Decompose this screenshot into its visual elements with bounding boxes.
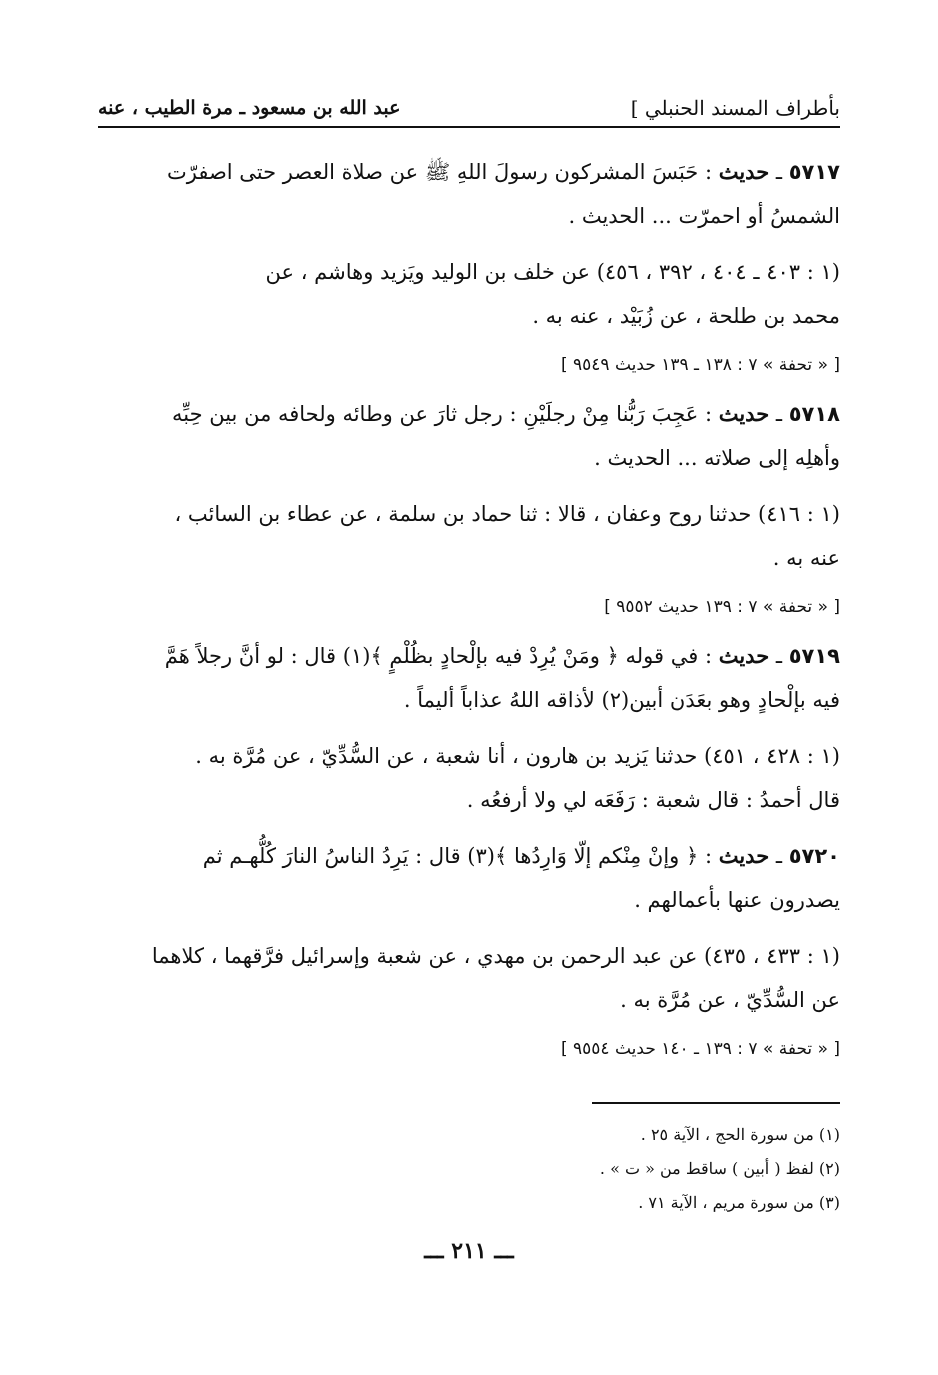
tuhfa-reference: [ « تحفة » ٧ : ١٣٩ ـ ١٤٠ حديث ٩٥٥٤ ] bbox=[560, 1039, 840, 1059]
hadith-text: عَجِبَ رَبُّنا مِنْ رجلَيْنِ : رجل ثارَ عن وطائه ولحافه من بين حِبِّه bbox=[171, 402, 699, 426]
hadith-number: ٥٧١٩ bbox=[788, 644, 840, 668]
hadith-text-line: وأهلِه إلى صلاته ... الحديث . bbox=[594, 446, 840, 470]
page-number: ـــ ٢١١ ـــ bbox=[424, 1238, 514, 1264]
footnote: (٢) لفظ ( أبين ) ساقط من « ت » . bbox=[599, 1159, 840, 1178]
tuhfa-reference: [ « تحفة » ٧ : ١٣٩ حديث ٩٥٥٢ ] bbox=[604, 597, 840, 617]
hadith-number: ٥٧٢٠ bbox=[788, 844, 840, 868]
hadith-text-line: فيه بإلْحادٍ وهو بعَدَن أبين(٢) لأذاقه اللهُ عذاباً أليماً . bbox=[403, 688, 840, 712]
hadith-entry bbox=[98, 834, 840, 922]
page-content bbox=[98, 150, 840, 1076]
hadith-text: حَبَسَ المشركون رسولَ اللهِ ﷺ عن صلاة العصر حتى اصفرّت bbox=[166, 160, 699, 184]
footnote: (٣) من سورة مريم ، الآية ٧١ . bbox=[638, 1193, 840, 1212]
footnote: (١) من سورة الحج ، الآية ٢٥ . bbox=[640, 1125, 840, 1144]
hadith-text-line: يصدرون عنها بأعمالهم . bbox=[634, 888, 840, 912]
isnad-chain bbox=[98, 934, 840, 1022]
hadith-text-line: ٥٧١٧ ـ حديث : حَبَسَ المشركون رسولَ اللهِ ﷺ عن صلاة العصر حتى اصفرّت bbox=[166, 159, 840, 184]
isnad-line: قال أحمدُ : قال شعبة : رَفَعَه لي ولا أرفعُه . bbox=[466, 788, 840, 812]
isnad-chain bbox=[98, 492, 840, 580]
isnad-line: (١ : ٤٣٣ ، ٤٣٥) عن عبد الرحمن بن مهدي ، عن شعبة وإسرائيل فرَّقهما ، كلاهما bbox=[151, 944, 840, 968]
running-head bbox=[98, 90, 840, 128]
hadith-entry bbox=[98, 634, 840, 722]
hadith-number: ٥٧١٨ bbox=[788, 402, 840, 426]
hadith-label: حديث bbox=[718, 843, 770, 868]
header-book-title: بأطراف المسند الحنبلي ] bbox=[630, 96, 840, 120]
hadith-text: : ﴿ وإنْ مِنْكم إلّا وَارِدُها ﴾(٣) قال : يَرِدُ الناسُ النارَ كُلُّهـم ثم bbox=[202, 844, 713, 868]
isnad-line: عنه به . bbox=[772, 546, 840, 570]
isnad-line: عن السُّدِّيّ ، عن مُرَّة به . bbox=[620, 988, 840, 1012]
isnad-line: محمد بن طلحة ، عن زُبَيْد ، عنه به . bbox=[532, 304, 840, 328]
hadith-label: حديث bbox=[718, 643, 770, 668]
hadith-text-line: ٥٧١٨ ـ حديث : عَجِبَ رَبُّنا مِنْ رجلَيْنِ : رجل ثارَ عن وطائه ولحافه من بين حِبِّه bbox=[171, 401, 840, 426]
hadith-text-line: الشمسُ أو احمرّت ... الحديث . bbox=[568, 204, 840, 228]
hadith-label: حديث bbox=[718, 401, 770, 426]
isnad-line: (١ : ٤١٦) حدثنا روح وعفان ، قالا : ثنا حماد بن سلمة ، عن عطاء بن السائب ، bbox=[174, 502, 840, 526]
footnotes bbox=[592, 1102, 840, 1220]
isnad-chain bbox=[98, 250, 840, 338]
hadith-text: في قوله ﴿ ومَنْ يُرِدْ فيه بإلْحادٍ بظُلْمٍ ﴾(١) قال : لو أنَّ رجلاً هَمَّ bbox=[164, 644, 699, 668]
header-section bbox=[98, 97, 400, 119]
isnad-line: (١ : ٤٠٣ ـ ٤٠٤ ، ٣٩٢ ، ٤٥٦) عن خلف بن الوليد ويَزيد وهاشم ، عن bbox=[265, 260, 840, 284]
hadith-entry bbox=[98, 392, 840, 480]
hadith-entry bbox=[98, 150, 840, 238]
hadith-text-line: ٥٧٢٠ ـ حديث : ﴿ وإنْ مِنْكم إلّا وَارِدُها ﴾(٣) قال : يَرِدُ الناسُ النارَ كُلُّهـم ثم bbox=[202, 843, 840, 868]
hadith-label: حديث bbox=[718, 159, 770, 184]
isnad-line: (١ : ٤٢٨ ، ٤٥١) حدثنا يَزيد بن هارون ، أنا شعبة ، عن السُّدِّيّ ، عن مُرَّة به . bbox=[195, 744, 840, 768]
hadith-text-line: ٥٧١٩ ـ حديث : في قوله ﴿ ومَنْ يُرِدْ فيه بإلْحادٍ بظُلْمٍ ﴾(١) قال : لو أنَّ رجلاً هَمَّ bbox=[164, 643, 840, 668]
header-companion-name: عبد الله بن مسعود bbox=[251, 97, 401, 119]
isnad-chain bbox=[98, 734, 840, 822]
hadith-number: ٥٧١٧ bbox=[788, 160, 840, 184]
tuhfa-reference: [ « تحفة » ٧ : ١٣٨ ـ ١٣٩ حديث ٩٥٤٩ ] bbox=[560, 355, 840, 375]
header-section-rest: ـ مرة الطيب ، عنه bbox=[98, 97, 252, 119]
